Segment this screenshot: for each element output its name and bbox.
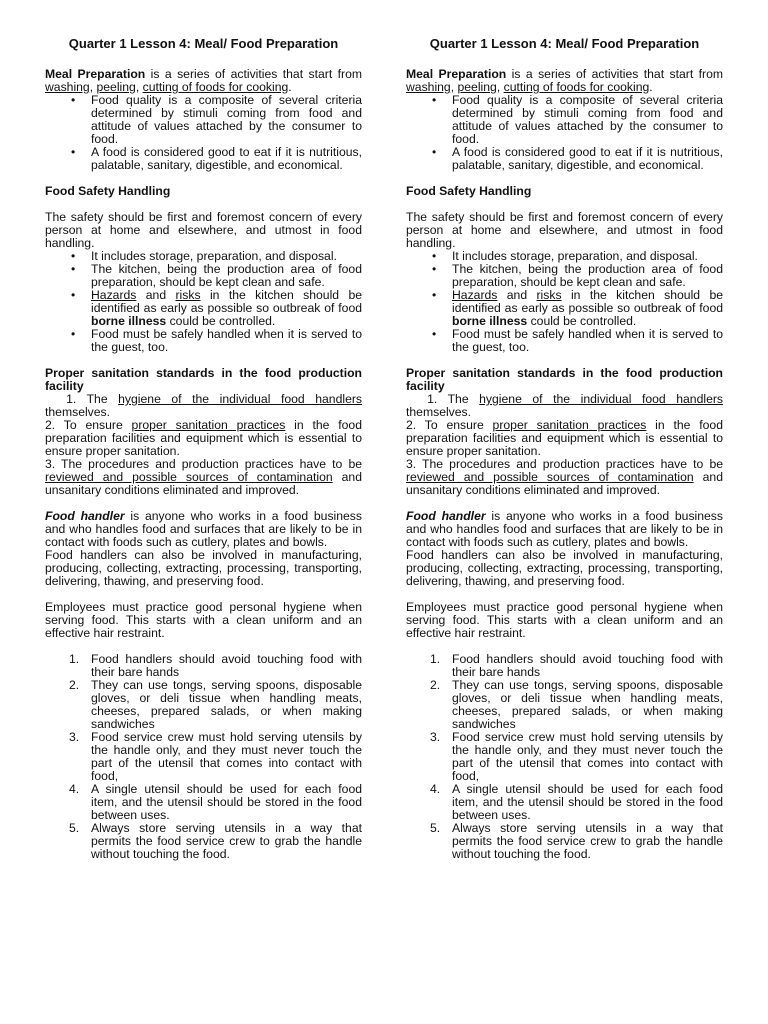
item-underline: proper sanitation practices (131, 418, 286, 432)
list-item: • The kitchen, being the production area of food preparation, should be kept clean and safe. (452, 263, 723, 289)
list-item: • It includes storage, preparation, and disposal. (452, 250, 723, 263)
washing-text: washing (406, 80, 451, 94)
meal-prep-intro: is a series of activities that start from (145, 67, 362, 81)
page-title: Quarter 1 Lesson 4: Meal/ Food Preparation (68, 36, 339, 51)
sanitation-item-3 (406, 458, 723, 497)
item-suffix: themselves. (406, 405, 472, 419)
hazards-mid: in the kitchen should be identified as early as possible so outbreak of food (452, 288, 723, 315)
food-handler-definition (45, 510, 362, 549)
item-underline: proper sanitation practices (492, 418, 647, 432)
list-item (452, 289, 723, 328)
borne-illness-text: borne illness (91, 314, 167, 328)
food-handler-para2: Food handlers can also be involved in manufacturing, producing, collecting, extracting, processing, transporting, delivering, thawing, and preserving food. (406, 548, 723, 588)
item-text: They can use tongs, serving spoons, disposable gloves, or deli tissue when handling meats, cheeses, prepared salads, or when making sandwiches (91, 678, 362, 731)
list-item: • Food must be safely handled when it is served to the guest, too. (452, 328, 723, 354)
item-prefix: 1. The (427, 392, 480, 406)
item-number: 1. (430, 652, 441, 666)
food-safety-intro: The safety should be first and foremost concern of every person at home and elsewhere, and utmost in food handling. (45, 210, 362, 250)
hazards-mid: in the kitchen should be identified as early as possible so outbreak of food (91, 288, 362, 315)
peeling-text: peeling (457, 80, 497, 94)
risks-text: risks (536, 288, 562, 302)
food-handler-term: Food handler (45, 509, 125, 523)
period: . (649, 80, 653, 94)
peeling-text: peeling (96, 80, 136, 94)
list-item (69, 678, 362, 731)
item-underline: hygiene of the individual food handlers (118, 392, 362, 406)
food-safety-heading: Food Safety Handling (45, 184, 171, 198)
food-safety-bullets (406, 250, 723, 354)
item-number: 3. (430, 730, 441, 744)
list-item (430, 730, 723, 783)
period: . (288, 80, 292, 94)
list-item (91, 289, 362, 328)
item-number: 1. (69, 652, 80, 666)
list-item: • A food is considered good to eat if it is nutritious, palatable, sanitary, digestible, and economical. (91, 146, 362, 172)
page-title: Quarter 1 Lesson 4: Meal/ Food Preparation (429, 36, 700, 51)
sanitation-item-3 (45, 458, 362, 497)
item-text: Always store serving utensils in a way that permits the food service crew to grab the handle without touching the food. (452, 821, 723, 861)
item-text: Food handlers should avoid touching food with their bare hands (91, 652, 362, 679)
item-text: A single utensil should be used for each food item, and the utensil should be stored in the food between uses. (452, 782, 723, 822)
sanitation-item-2 (406, 419, 723, 458)
risks-text: risks (175, 288, 201, 302)
list-item (69, 821, 362, 861)
and-text: and (136, 288, 176, 302)
item-text: A single utensil should be used for each food item, and the utensil should be stored in the food between uses. (91, 782, 362, 822)
item-text: Food service crew must hold serving utensils by the handle only, and they must never touch the part of the utensil that comes into contact with food, (91, 730, 362, 783)
meal-prep-term: Meal Preparation (406, 67, 507, 81)
item-number: 5. (430, 821, 441, 835)
item-suffix: themselves. (45, 405, 111, 419)
list-item: • It includes storage, preparation, and disposal. (91, 250, 362, 263)
hygiene-intro: Employees must practice good personal hygiene when serving food. This starts with a clean uniform and an effective hair restraint. (45, 600, 362, 640)
hazards-text: Hazards (91, 288, 137, 302)
and-text: and (497, 288, 537, 302)
item-prefix: 1. The (66, 392, 119, 406)
borne-illness-text: borne illness (452, 314, 528, 328)
cutting-text: cutting of foods for cooking (142, 80, 289, 94)
item-prefix: 2. To ensure (45, 418, 132, 432)
item-number: 2. (430, 678, 441, 692)
item-underline: reviewed and possible sources of contamination (406, 470, 694, 484)
item-number: 5. (69, 821, 80, 835)
list-item (430, 652, 723, 679)
food-handler-definition (406, 510, 723, 549)
washing-text: washing (45, 80, 90, 94)
list-item: • Food quality is a composite of several criteria determined by stimuli coming from food and attitude of values attached by the consumer to food. (91, 94, 362, 146)
cutting-text: cutting of foods for cooking (503, 80, 650, 94)
right-column (406, 36, 723, 861)
hazards-text: Hazards (452, 288, 498, 302)
meal-prep-term: Meal Preparation (45, 67, 146, 81)
item-underline: hygiene of the individual food handlers (479, 392, 723, 406)
item-underline: reviewed and possible sources of contamination (45, 470, 333, 484)
list-item (69, 652, 362, 679)
list-item: • Food must be safely handled when it is served to the guest, too. (91, 328, 362, 354)
item-suffix: and unsanitary conditions eliminated and improved. (45, 470, 362, 497)
list-item (430, 821, 723, 861)
food-safety-heading: Food Safety Handling (406, 184, 532, 198)
sanitation-item-1 (45, 393, 362, 419)
list-item (69, 782, 362, 822)
sanitation-item-2 (45, 419, 362, 458)
food-safety-intro: The safety should be first and foremost concern of every person at home and elsewhere, and utmost in food handling. (406, 210, 723, 250)
list-item (430, 782, 723, 822)
comma: , (135, 80, 143, 94)
item-number: 2. (69, 678, 80, 692)
left-column (45, 36, 362, 861)
food-handler-para2: Food handlers can also be involved in manufacturing, producing, collecting, extracting, processing, transporting, delivering, thawing, and preserving food. (45, 548, 362, 588)
item-suffix: in the food preparation facilities and equipment which is essential to ensure proper sanitation. (406, 418, 723, 458)
item-text: They can use tongs, serving spoons, disposable gloves, or deli tissue when handling meats, cheeses, prepared salads, or when making sandwiches (452, 678, 723, 731)
hygiene-list (406, 653, 723, 861)
meal-prep-bullets (45, 94, 362, 172)
item-text: Food service crew must hold serving utensils by the handle only, and they must never touch the part of the utensil that comes into contact with food, (452, 730, 723, 783)
item-number: 4. (430, 782, 441, 796)
hygiene-intro: Employees must practice good personal hygiene when serving food. This starts with a clean uniform and an effective hair restraint. (406, 600, 723, 640)
item-suffix: in the food preparation facilities and equipment which is essential to ensure proper sanitation. (45, 418, 362, 458)
meal-prep-paragraph (406, 68, 723, 94)
item-number: 3. (69, 730, 80, 744)
item-prefix: 2. To ensure (406, 418, 493, 432)
food-handler-def: is anyone who works in a food business and who handles food and surfaces that are likely to be in contact with foods such as cutlery, plates and bowls. (406, 509, 723, 549)
item-text: Always store serving utensils in a way that permits the food service crew to grab the handle without touching the food. (91, 821, 362, 861)
hygiene-list (45, 653, 362, 861)
meal-prep-bullets (406, 94, 723, 172)
list-item: • Food quality is a composite of several criteria determined by stimuli coming from food and attitude of values attached by the consumer to food. (452, 94, 723, 146)
item-number: 4. (69, 782, 80, 796)
sanitation-heading: Proper sanitation standards in the food production facility (406, 366, 723, 393)
meal-prep-paragraph (45, 68, 362, 94)
list-item: • The kitchen, being the production area of food preparation, should be kept clean and safe. (91, 263, 362, 289)
meal-prep-intro: is a series of activities that start from (506, 67, 723, 81)
item-prefix: 3. The procedures and production practices have to be (45, 457, 362, 471)
sanitation-item-1 (406, 393, 723, 419)
list-item (430, 678, 723, 731)
comma: , (496, 80, 504, 94)
item-suffix: and unsanitary conditions eliminated and improved. (406, 470, 723, 497)
list-item: • A food is considered good to eat if it is nutritious, palatable, sanitary, digestible, and economical. (452, 146, 723, 172)
sanitation-heading: Proper sanitation standards in the food production facility (45, 366, 362, 393)
food-handler-term: Food handler (406, 509, 486, 523)
food-handler-def: is anyone who works in a food business and who handles food and surfaces that are likely to be in contact with foods such as cutlery, plates and bowls. (45, 509, 362, 549)
list-item (69, 730, 362, 783)
comma: , (89, 80, 97, 94)
hazards-end: could be controlled. (166, 314, 276, 328)
comma: , (450, 80, 458, 94)
item-prefix: 3. The procedures and production practices have to be (406, 457, 723, 471)
food-safety-bullets (45, 250, 362, 354)
hazards-end: could be controlled. (527, 314, 637, 328)
item-text: Food handlers should avoid touching food with their bare hands (452, 652, 723, 679)
